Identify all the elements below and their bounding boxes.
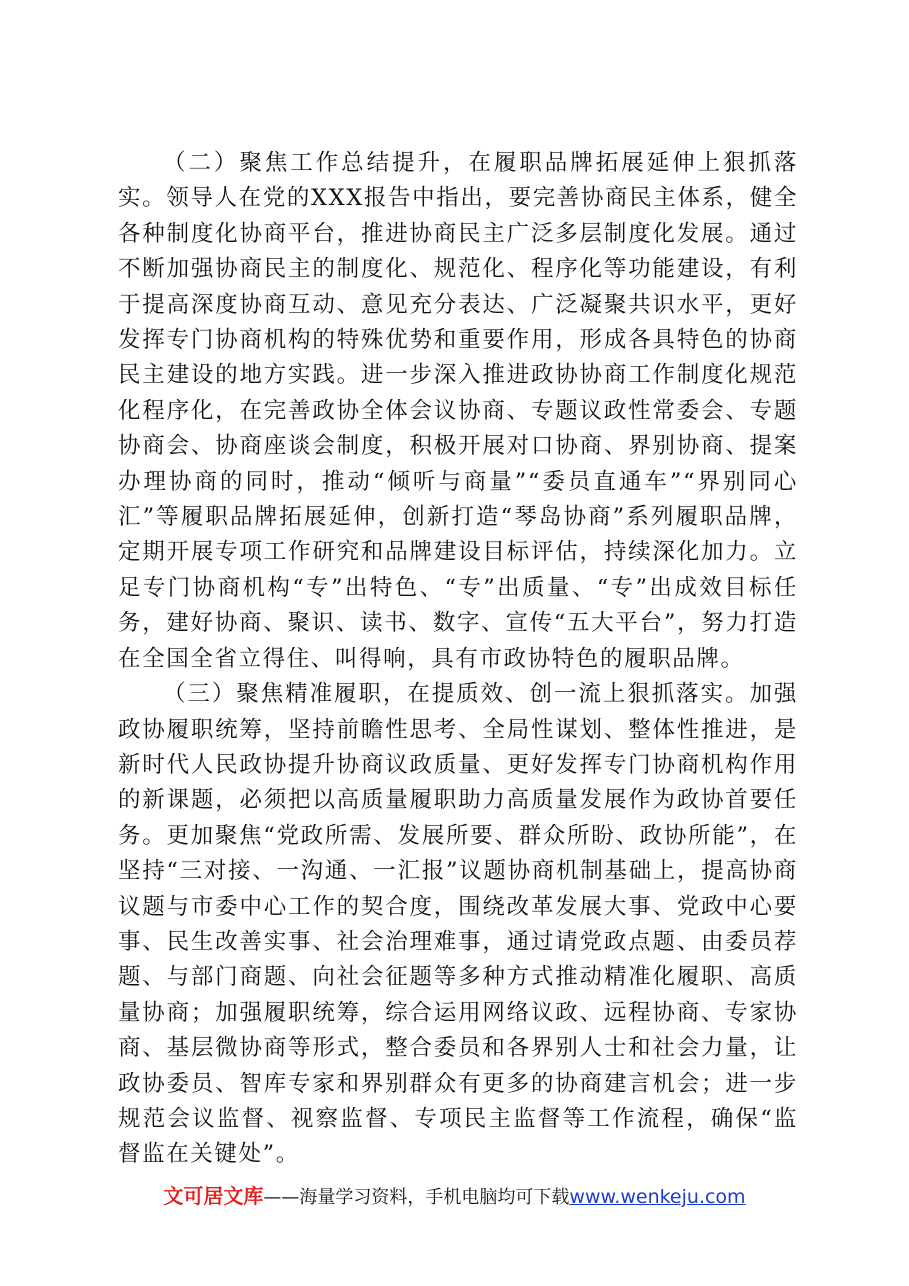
paragraph-heading: （二）聚焦工作总结提升，在履职品牌拓展延伸上狠抓落实。 (118, 150, 798, 212)
footer-banner (0, 1180, 909, 1209)
paragraph-text: 加强政协履职统筹，坚持前瞻性思考、全局性谋划、整体性推进，是新时代人民政协提升协商议政质量、更好发挥专门协商机构作用的新课题，必须把以高质量履职助力高质量发展作为政协首要任务。更加聚焦“党政所需、发展所要、群众所盼、政协所能”，在坚持“三对接、一沟通、一汇报”议题协商机制基础上，提高协商议题与市委中心工作的契合度，围绕改革发展大事、党政中心要事、民生改善实事、社会治理难事，通过请党政点题、由委员荐题、与部门商题、向社会征题等多种方式推动精准化履职、高质量协商；加强履职统筹，综合运用网络议政、远程协商、专家协商、基层微协商等形式，整合委员和各界别人士和社会力量，让政协委员、智库专家和界别群众有更多的协商建言机会；进一步规范会议监督、视察监督、专项民主监督等工作流程，确保“监督监在关键处”。 (118, 681, 799, 1168)
footer-slogan: ——海量学习资料，手机电脑均可下载 (263, 1187, 570, 1208)
footer-url-link[interactable]: www.wenkeju.com (569, 1186, 746, 1208)
paragraph-text: 领导人在党的XXX报告中指出，要完善协商民主体系，健全各种制度化协商平台，推进协商民主广泛多层制度化发展。通过不断加强协商民主的制度化、规范化、程序化等功能建设，有利于提高深度协商互动、意见充分表达、广泛凝聚共识水平，更好发挥专门协商机构的特殊优势和重要作用，形成各具特色的协商民主建设的地方实践。进一步深入推进政协协商工作制度化规范化程序化，在完善政协全体会议协商、专题议政性常委会、专题协商会、协商座谈会制度，积极开展对口协商、界别协商、提案办理协商的同时，推动“倾听与商量”“委员直通车”“界别同心汇”等履职品牌拓展延伸，创新打造“琴岛协商”系列履职品牌，定期开展专项工作研究和品牌建设目标评估，持续深化加力。立足专门协商机构“专”出特色、“专”出质量、“专”出成效目标任务，建好协商、聚识、读书、数字、宣传“五大平台”，努力打造在全国全省立得住、叫得响，具有市政协特色的履职品牌。 (118, 185, 798, 672)
footer-brand: 文可居文库 (163, 1184, 264, 1208)
paragraph-heading: （三）聚焦精准履职，在提质效、创一流上狠抓落实。 (163, 681, 750, 708)
paragraph-section-2 (118, 146, 798, 677)
paragraph-section-3 (118, 677, 798, 1173)
document-body (118, 146, 798, 1173)
